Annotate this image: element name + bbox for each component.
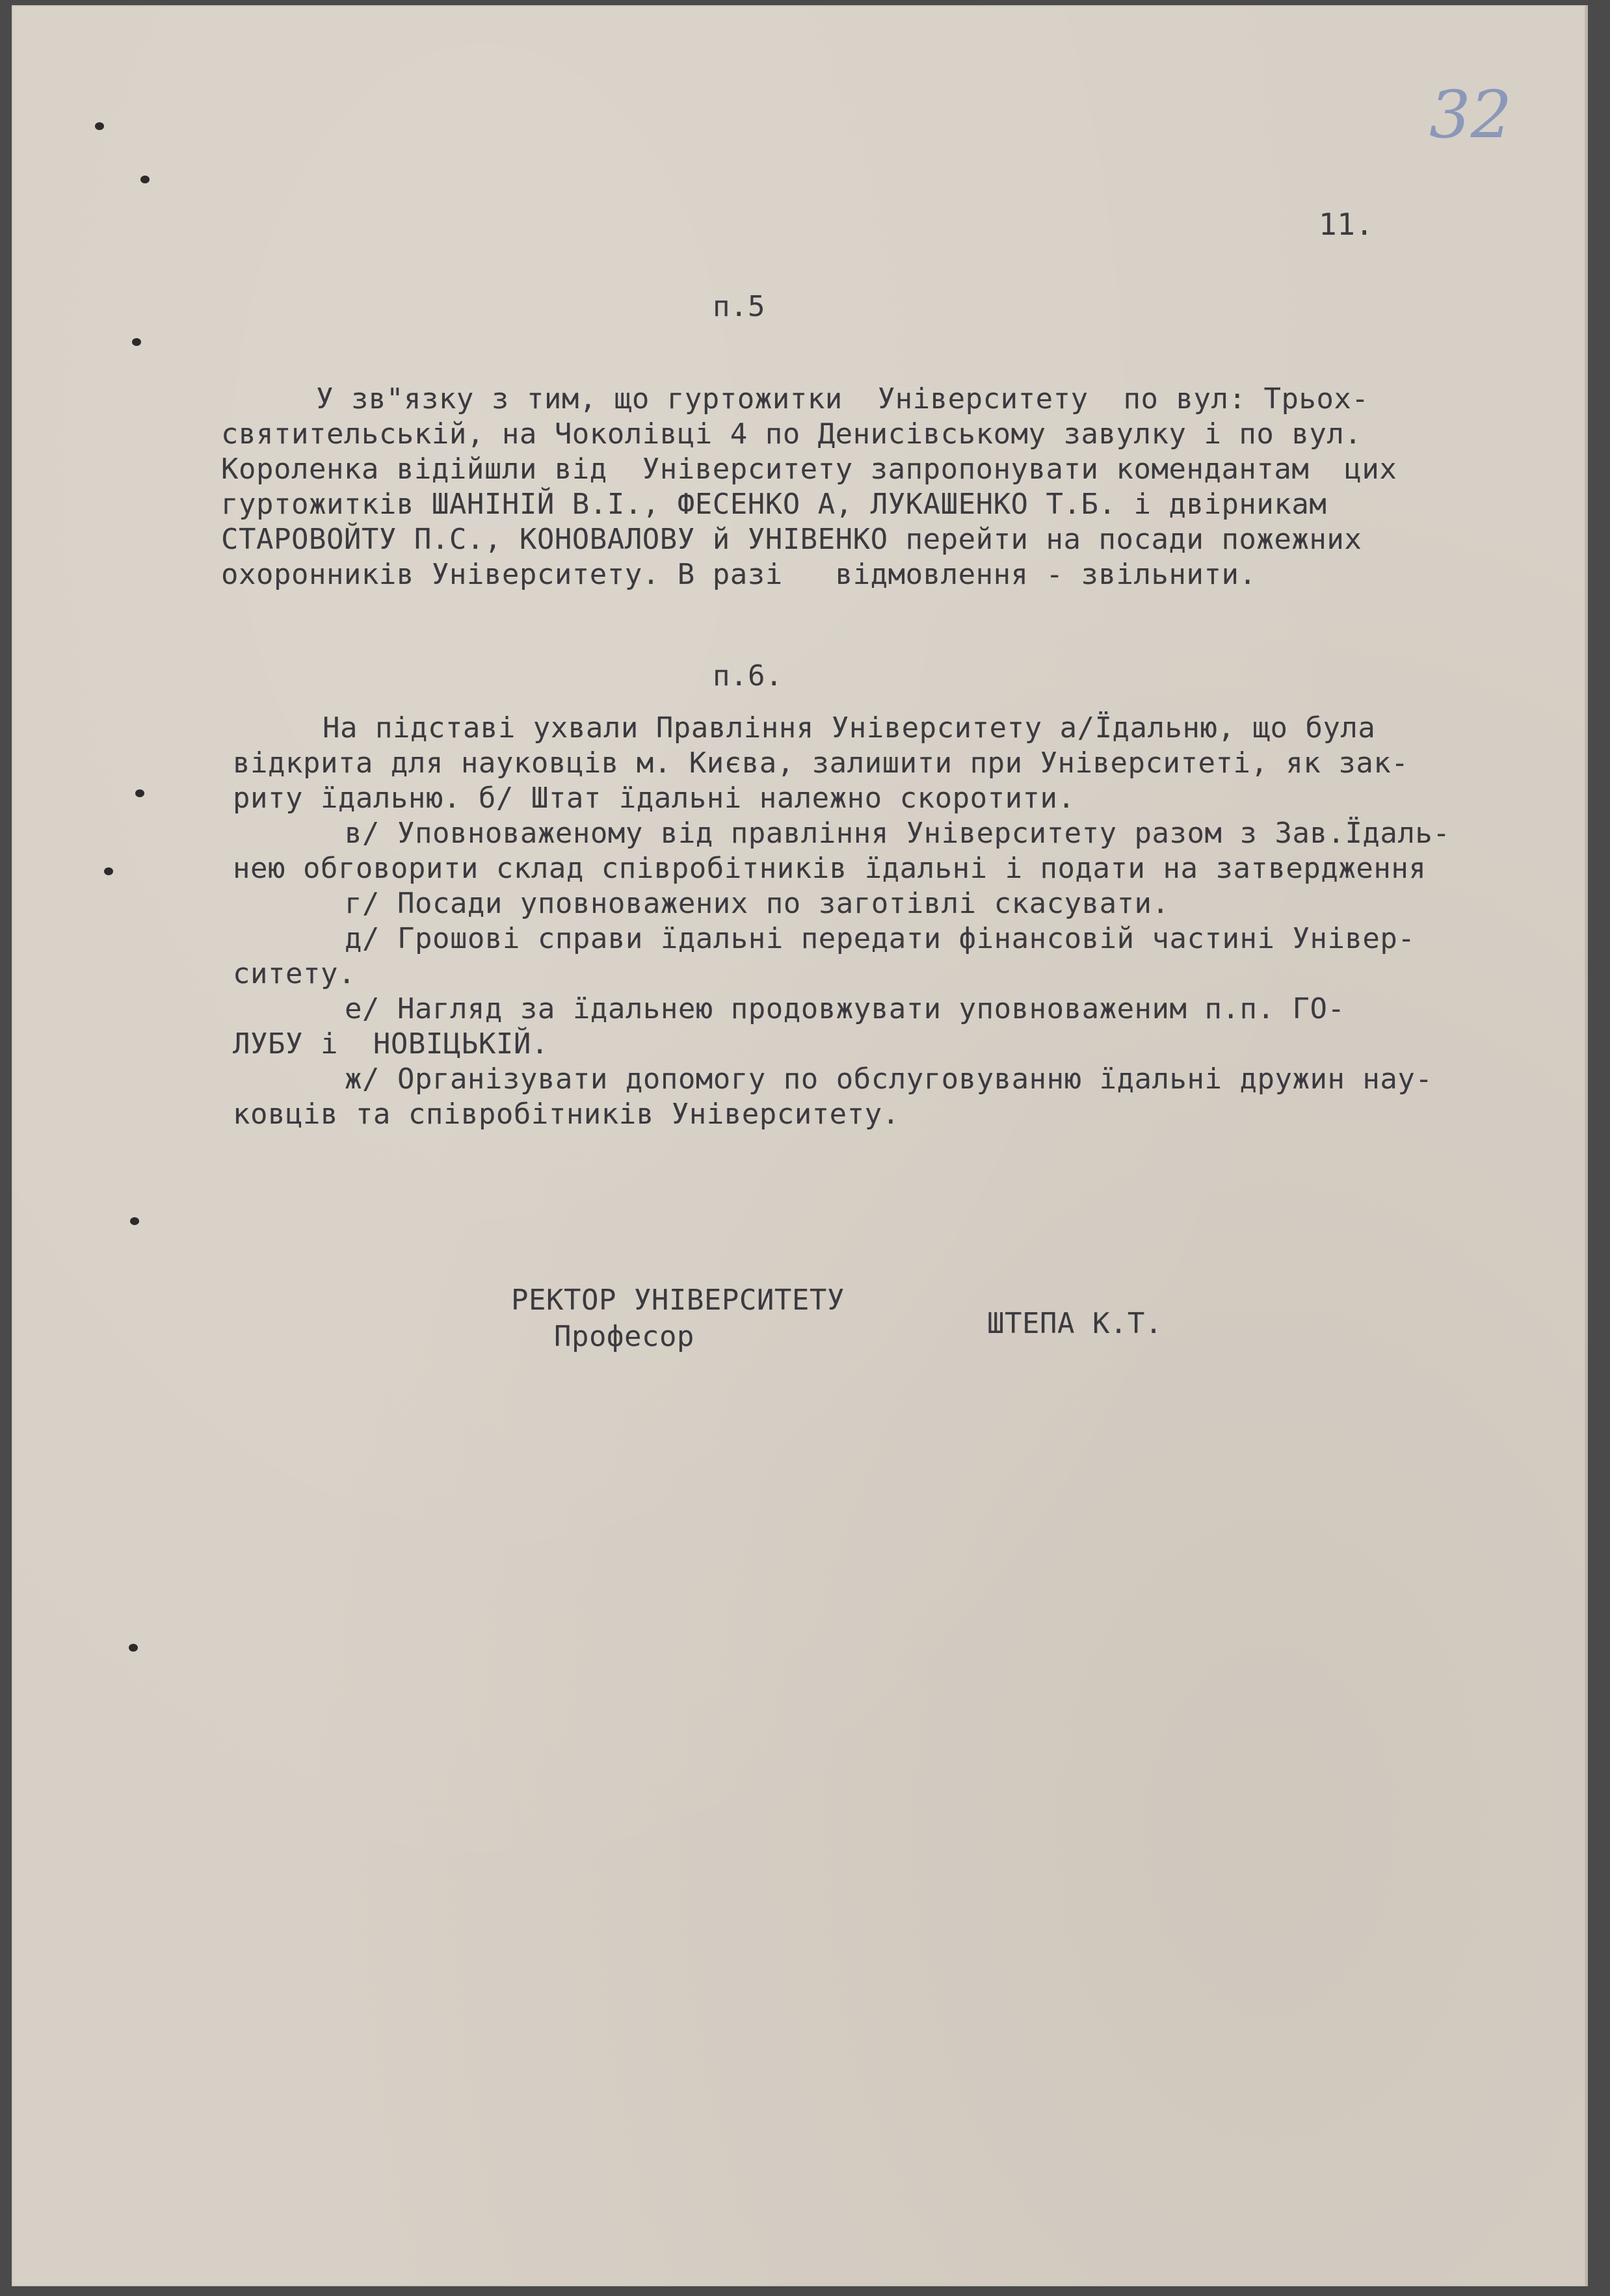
section-line: охоронників Університету. В разі відмовлення - звільнити. bbox=[221, 558, 1257, 591]
section-title: п.6. bbox=[713, 659, 783, 693]
binder-hole bbox=[140, 176, 150, 183]
section-line: ковців та співробітників Університету. bbox=[233, 1098, 900, 1131]
section-line: відкрита для науковців м. Києва, залишити при Університеті, як зак- bbox=[233, 746, 1409, 780]
section-line: нею обговорити склад співробітників їдальні і подати на затвердження bbox=[233, 852, 1427, 885]
binder-hole bbox=[132, 338, 141, 346]
section-line: ж/ Організувати допомогу по обслуговуванню їдальні дружин нау- bbox=[345, 1062, 1433, 1096]
section-line: ЛУБУ і НОВІЦЬКІЙ. bbox=[233, 1027, 549, 1061]
signature-title: РЕКТОР УНІВЕРСИТЕТУ bbox=[511, 1284, 845, 1317]
section-line: риту їдальню. б/ Штат їдальні належно скоротити. bbox=[233, 782, 1076, 815]
binder-hole bbox=[95, 122, 104, 130]
binder-hole bbox=[135, 789, 144, 797]
section-line: гуртожитків ШАНІНІЙ В.І., ФЕСЕНКО А, ЛУКАШЕНКО Т.Б. і двірникам bbox=[221, 488, 1327, 521]
binder-hole bbox=[129, 1644, 138, 1652]
section-line: Короленка відійшли від Університету запропонувати комендантам цих bbox=[221, 453, 1397, 486]
section-line: СТАРОВОЙТУ П.С., КОНОВАЛОВУ й УНІВЕНКО перейти на посади пожежних bbox=[221, 523, 1362, 556]
signature-name: ШТЕПА К.Т. bbox=[987, 1307, 1163, 1340]
page-number: 11. bbox=[1319, 207, 1374, 242]
binder-hole bbox=[104, 867, 113, 875]
section-line: У зв"язку з тим, що гуртожитки Університету по вул: Трьох- bbox=[316, 382, 1369, 416]
section-line: д/ Грошові справи їдальні передати фінансовій частині Універ- bbox=[345, 922, 1416, 955]
signature-rank: Професор bbox=[554, 1320, 694, 1353]
document-page bbox=[12, 5, 1588, 2286]
section-line: в/ Уповноваженому від правління Університету разом з Зав.Їдаль- bbox=[345, 817, 1451, 850]
section-line: На підставі ухвали Правління Університету а/Їдальню, що була bbox=[323, 711, 1376, 745]
section-line: е/ Нагляд за їдальнею продовжувати уповноваженим п.п. ГО- bbox=[345, 992, 1345, 1025]
section-line: г/ Посади уповноважених по заготівлі скасувати. bbox=[345, 887, 1170, 920]
section-line: святительській, на Чоколівці 4 по Денисівському завулку і по вул. bbox=[221, 417, 1362, 451]
archive-page-number: 32 bbox=[1429, 77, 1512, 153]
binder-hole bbox=[130, 1217, 139, 1225]
section-line: ситету. bbox=[233, 957, 356, 990]
section-title: п.5 bbox=[713, 290, 765, 323]
